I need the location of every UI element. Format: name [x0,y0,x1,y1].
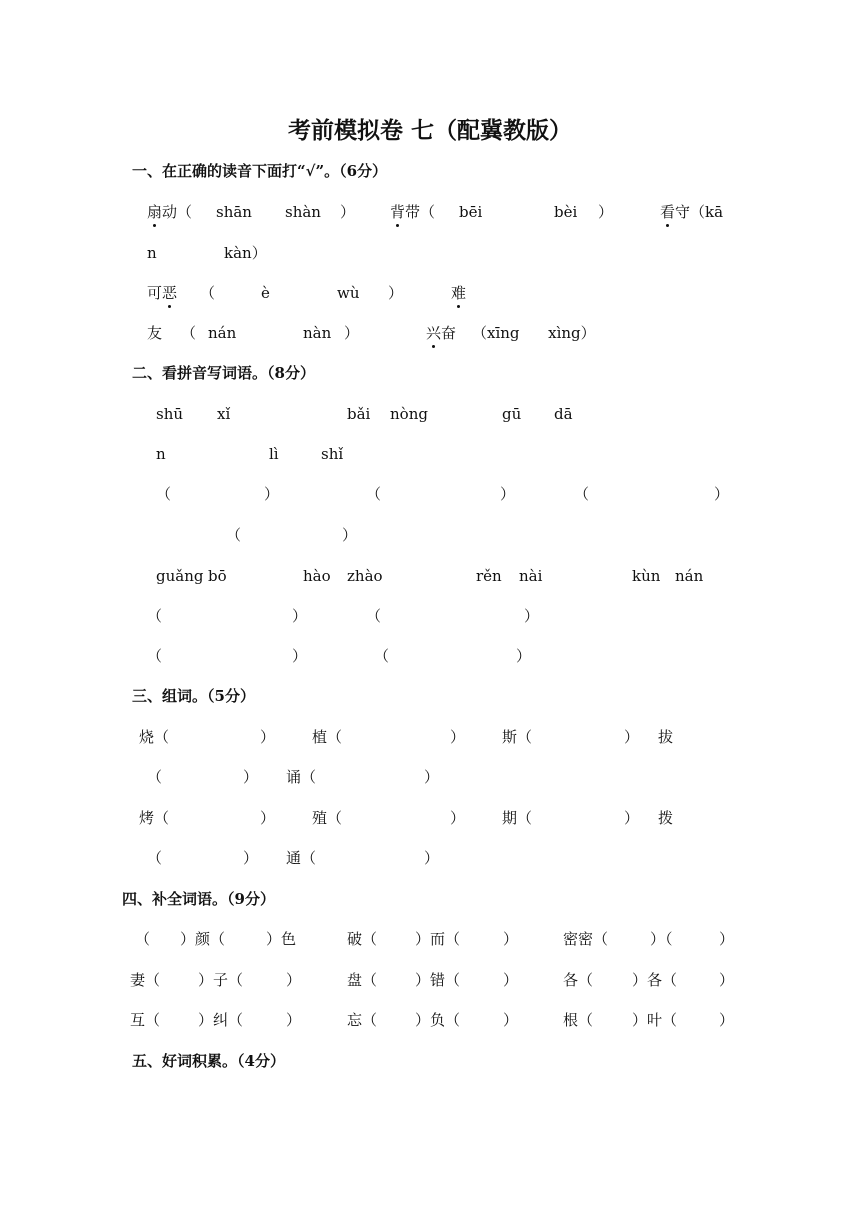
word-item: ） [260,809,276,827]
pinyin: bǎi [347,405,371,423]
dotted-char: 难 [451,284,467,302]
word-item: 通（ [286,849,317,867]
answer-blank-close: ） [292,647,308,665]
dotted-char: 兴 [426,324,442,342]
word-item: 诵（ [286,768,317,786]
pinyin-options: （xīng xìng） [472,324,596,342]
idiom-part: 忘（ [347,1011,378,1029]
dotted-char: 恶 [162,284,178,302]
pinyin-option: bēi [459,203,483,221]
idiom-part: （ [135,930,151,948]
pinyin-option: nán [208,324,237,342]
pinyin: kùn [632,567,661,585]
word-item: ） [243,768,259,786]
pinyin: n [156,445,166,463]
idiom-part: ） [719,971,735,989]
word-item: 烧（ [139,728,170,746]
pinyin: hào [303,567,331,585]
answer-blank-close: ） [500,485,516,503]
pinyin: shǐ [321,445,344,463]
idiom-part: ） [286,1011,302,1029]
word-item: ） [424,768,440,786]
dotted-char: 扇 [147,203,163,221]
pinyin: nán [675,567,704,585]
word-rest: 动（ [162,203,193,221]
pinyin: shū [156,405,184,423]
idiom-part: ）（ [650,930,673,948]
pinyin-option: kàn） [224,244,267,262]
word-rest: （kā [690,203,724,221]
answer-blank-close: ） [292,607,308,625]
word-item: ） [624,728,640,746]
idiom-part: ） [719,1011,735,1029]
word-item: ） [424,849,440,867]
dotted-char: 背 [390,203,406,221]
idiom-part: 盘（ [347,971,378,989]
idiom-part: ） [503,930,519,948]
pinyin: guǎng [156,567,204,585]
section-4-heading: 四、补全词语。（9分） [122,890,275,908]
word-rest: 带（ [405,203,436,221]
idiom-part: 根（ [563,1011,594,1029]
pinyin: rěn [476,567,502,585]
pinyin: nài [519,567,543,585]
answer-blank-close: ） [264,485,280,503]
page-title: 考前模拟卷 七（配冀教版） [287,117,572,144]
idiom-part: ）叶（ [632,1011,678,1029]
answer-blank-close: ） [524,607,540,625]
idiom-part: ）而（ [415,930,461,948]
paren-open: （ [181,324,197,342]
pinyin-option: è [261,284,270,302]
section-2-heading: 二、看拼音写词语。（8分） [132,364,315,382]
idiom-part: ） [719,930,735,948]
pinyin-option: shān [216,203,252,221]
answer-blank-open: （ [366,485,382,503]
word-item: 烤（ [139,809,170,827]
section-1-heading: 一、在正确的读音下面打“√”。（6分） [132,162,388,180]
word-item: ） [260,728,276,746]
pinyin: xǐ [217,405,231,423]
pinyin-option: bèi [554,203,578,221]
pinyin: gū [502,405,522,423]
answer-blank-open: （ [574,485,590,503]
idiom-part: ）纠（ [198,1011,244,1029]
idiom-part: ） [503,971,519,989]
idiom-part: ） [503,1011,519,1029]
pinyin-option: wù [337,284,360,302]
word-rest: 奋 [441,324,457,342]
paren-close: ） [388,284,404,302]
idiom-part: 破（ [347,930,378,948]
idiom-part: ）色 [266,930,297,948]
idiom-part: 密密（ [563,930,609,948]
pinyin-option: n [147,244,157,262]
word-item: 斯（ [502,728,533,746]
word-kewu [147,283,177,303]
word-item: 拔 [658,728,674,746]
word-xingfen [426,323,456,343]
idiom-part: ）子（ [198,971,244,989]
word-item: 殖（ [312,809,343,827]
paren-close: ） [340,203,356,221]
word-nanyou-rest: 友 [147,324,163,342]
section-5-heading: 五、好词积累。（4分） [132,1052,285,1070]
idiom-part: ）负（ [415,1011,461,1029]
paren-open: （ [200,284,216,302]
pinyin: lì [269,445,279,463]
idiom-part: ）颜（ [180,930,226,948]
word-item: ） [450,728,466,746]
answer-blank-open: （ [147,607,163,625]
pinyin: zhào [347,567,383,585]
answer-blank-open: （ [156,485,172,503]
word-item: 期（ [502,809,533,827]
answer-blank-open: （ [366,607,382,625]
word-item: ） [243,849,259,867]
paren-close: ） [344,324,360,342]
word-char: 守 [675,203,691,221]
word-item: ） [450,809,466,827]
pinyin-option: shàn [285,203,321,221]
pinyin-option: nàn [303,324,332,342]
idiom-part: 各（ [563,971,594,989]
pinyin: nòng [390,405,428,423]
word-item: 植（ [312,728,343,746]
answer-blank-close: ） [342,526,358,544]
section-3-heading: 三、组词。（5分） [132,687,255,705]
idiom-part: ）错（ [415,971,461,989]
answer-blank-open: （ [147,647,163,665]
idiom-part: ）各（ [632,971,678,989]
word-kanshou [660,202,723,222]
answer-blank-close: ） [516,647,532,665]
word-shandong [147,202,192,222]
word-item: ） [624,809,640,827]
word-nanyou-char [451,283,466,303]
idiom-part: 互（ [130,1011,161,1029]
idiom-part: 妻（ [130,971,161,989]
word-item: （ [147,849,163,867]
word-item: 拨 [658,809,674,827]
idiom-part: ） [286,971,302,989]
word-char: 可 [147,284,163,302]
answer-blank-close: ） [714,485,730,503]
dotted-char: 看 [660,203,676,221]
pinyin: bō [208,567,227,585]
paren-close: ） [598,203,614,221]
word-beidai [390,202,435,222]
answer-blank-open: （ [374,647,390,665]
word-item: （ [147,768,163,786]
answer-blank-open: （ [226,526,242,544]
pinyin: dā [554,405,573,423]
